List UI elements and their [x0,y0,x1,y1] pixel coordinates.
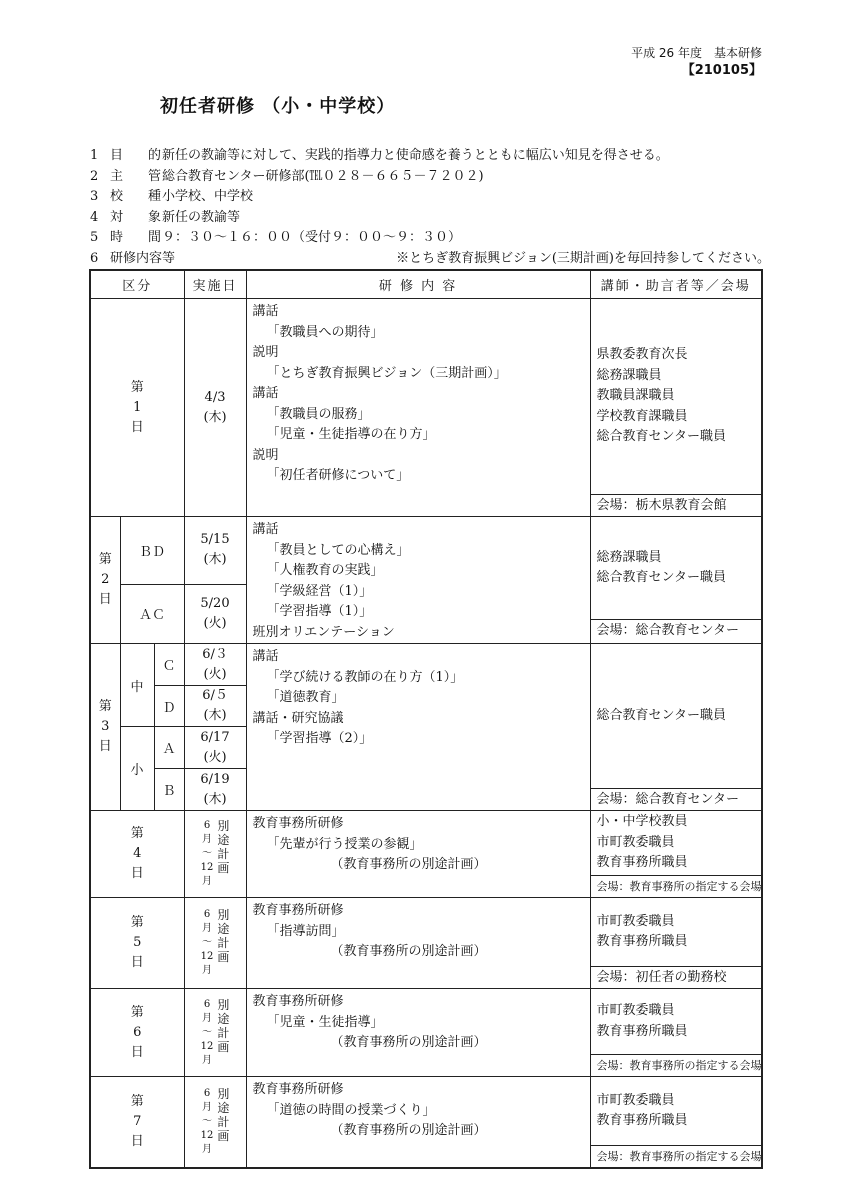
date-text: 6/３ [202,646,228,662]
date-char: ～ [202,1026,212,1038]
weekday-text: (木) [203,552,227,568]
weekday-text: (火) [203,666,227,682]
day3-date-d [184,686,246,727]
info-num: 2 [90,168,99,184]
day2-date-ac [184,584,246,643]
venue-text: 会場：教育事務所の指定する会場 [591,1054,762,1076]
instructor-item: 県教委教育次長 [596,347,688,363]
day7-instructors [590,1077,762,1169]
document-header [631,44,762,80]
instructor-item: 市町教委職員 [596,834,675,850]
day-label-char: 第 [130,1004,144,1020]
table-row-day1 [90,299,762,517]
table-row-day5 [90,898,762,989]
day-label-char: 日 [130,419,144,435]
date-char: 別 [217,908,230,922]
day-label-char: 6 [133,1024,142,1040]
date-text: 6/17 [200,729,230,745]
day1-label [90,299,184,517]
day2-date-bd [184,517,246,585]
day6-content [246,989,590,1077]
date-char: 途 [217,1011,230,1026]
day-label-char: 第 [130,826,144,841]
content-line: 「道徳の時間の授業づくり」 [266,1102,436,1118]
day5-label [90,898,184,989]
day-label-char: 第 [98,552,112,567]
content-line: 「人権教育の実践」 [266,563,384,578]
instructor-item: 小・中学校教員 [596,814,688,829]
day3-group-b: Ｂ [154,769,184,811]
day-label-char: 2 [101,572,110,587]
day1-date [184,299,246,517]
instructor-item: 総合教育センター職員 [596,570,726,585]
date-char: 計 [217,936,230,950]
date-char: 月 [202,1012,212,1024]
day-label-char: 日 [130,1134,144,1149]
content-line: 班別オリエンテーション [252,624,395,640]
day-label-char: 3 [101,719,110,734]
content-line: 教育事務所研修 [252,816,344,831]
header-date: 実施日 [184,270,246,299]
info-num: 4 [90,209,99,225]
content-line: （教育事務所の別途計画） [330,857,487,872]
venue-text: 会場：初任者の勤務校 [591,966,762,988]
day3-instructors [590,644,762,811]
info-row-purpose [90,146,770,167]
date-text: 6/５ [202,688,228,703]
day3-label [90,644,120,811]
day4-instructors [590,811,762,898]
info-num: 3 [90,189,99,204]
weekday-text: (木) [203,409,227,425]
page-title: 初任者研修 （小・中学校） [160,96,396,117]
date-char: 別 [217,997,230,1012]
content-line: 講話・研究協議 [252,710,344,726]
day2-instructors [590,517,762,644]
instructor-item: 教育事務所職員 [596,934,688,949]
instructor-item: 教育事務所職員 [596,1023,688,1039]
day7-content [246,1077,590,1169]
date-char: 12 [200,1130,214,1141]
date-char: 途 [217,922,230,936]
table-row-day7 [90,1077,762,1169]
date-char: 画 [217,1129,230,1143]
day2-group-ac: ＡＣ [120,584,184,643]
day3-content [246,644,590,811]
date-char: 計 [217,1115,230,1129]
day-label-char: 日 [130,1044,144,1060]
instructor-item: 総務課職員 [596,367,662,383]
day1-instructors [590,299,762,517]
date-char: 途 [217,1101,230,1115]
day3-group-d: Ｄ [154,686,184,727]
date-char: 画 [217,950,230,964]
day-label-char: 日 [130,955,144,970]
instructor-item: 学校教育課職員 [596,408,688,424]
info-num: 5 [90,230,99,245]
content-line: 教育事務所研修 [252,1082,344,1097]
day5-date [184,898,246,989]
day-label-char: 第 [98,699,112,714]
date-char: ～ [202,848,212,859]
date-char: 12 [200,862,214,873]
table-row-day6 [90,989,762,1077]
content-line: （教育事務所の別途計画） [330,944,487,959]
day2-label [90,517,120,644]
content-line: 講話 [252,386,279,401]
header-content: 研 修 内 容 [246,270,590,299]
info-label: 研修内容等 [110,250,176,266]
info-row-school-type [90,187,770,208]
content-line: 講話 [252,522,279,537]
table-row-day3-c [90,644,762,686]
info-text: 小学校、中学校 [162,189,254,204]
day6-date [184,989,246,1077]
content-line: 「学級経営（1）」 [266,583,373,599]
info-row-management [90,167,770,188]
weekday-text: (火) [203,749,227,765]
content-line: 教育事務所研修 [252,903,344,918]
instructor-item: 総合教育センター職員 [596,429,726,445]
day-label-char: 第 [130,379,144,395]
date-char: 計 [217,1025,230,1040]
date-char: ～ [202,1116,212,1127]
content-line: 「教員としての心構え」 [266,542,410,558]
info-row-target [90,208,770,229]
info-label: 校 種 [110,189,168,204]
day-label-char: 日 [130,866,144,881]
date-char: 月 [202,834,212,845]
day5-content [246,898,590,989]
day3-date-b [184,769,246,811]
date-text: 5/15 [200,532,230,548]
day7-label [90,1077,184,1169]
day3-date-c [184,644,246,686]
day-label-char: 日 [98,739,112,754]
date-char: 月 [202,1144,212,1155]
day-label-char: 4 [133,846,142,861]
content-line: 「児童・生徒指導」 [266,1014,384,1030]
weekday-text: (火) [203,615,227,631]
day-label-char: 5 [133,935,142,950]
info-text: ９：３０～１６：００（受付９：００～９：３０） [162,230,462,245]
info-label: 時 間 [110,230,168,245]
content-line: 「先輩が行う授業の参観」 [266,836,423,852]
content-line: 「教職員への期待」 [266,324,384,340]
instructor-item: 市町教委職員 [596,1003,675,1018]
venue-text: 会場：教育事務所の指定する会場 [591,875,762,897]
content-line: 「初任者研修について」 [266,468,410,483]
venue-text: 会場：総合教育センター [591,619,762,641]
date-char: 6 [203,909,211,920]
date-char: 別 [217,819,230,833]
day3-school-elementary: 小 [120,727,154,811]
day4-label [90,811,184,898]
info-num: 6 [90,250,99,266]
weekday-text: (木) [203,791,227,807]
instructor-item: 教育事務所職員 [596,855,688,870]
content-line: 講話 [252,649,279,664]
day6-label [90,989,184,1077]
instructor-item: 市町教委職員 [596,1092,675,1108]
header-instructor: 講師・助言者等／会場 [590,270,762,299]
day-label-char: 1 [133,399,142,415]
content-line: （教育事務所の別途計画） [330,1035,487,1050]
day1-content [246,299,590,517]
info-label: 主 管 [110,168,168,184]
content-line: 講話 [252,304,279,319]
date-char: 画 [217,1039,230,1054]
course-code: 【210105】 [681,63,762,78]
date-char: 月 [202,1054,212,1066]
content-line: 「とちぎ教育振興ビジョン（三期計画）」 [266,365,507,381]
day7-date [184,1077,246,1169]
content-line: 「学び続ける教師の在り方（1）」 [266,669,464,685]
day-label-char: 第 [130,915,144,930]
course-info [90,146,770,269]
instructor-item: 教育事務所職員 [596,1113,688,1128]
date-text: 6/19 [200,771,230,787]
day2-group-bd: ＢＤ [120,517,184,585]
instructor-item: 教職員課職員 [596,388,675,404]
venue-text: 会場：総合教育センター [591,788,762,810]
day4-content [246,811,590,898]
date-char: 月 [202,876,212,887]
date-char: 6 [203,820,211,831]
content-line: （教育事務所の別途計画） [330,1123,487,1138]
date-text: 5/20 [200,595,230,611]
date-char: 月 [202,1102,212,1113]
date-char: 6 [203,1088,211,1099]
date-char: 12 [200,951,214,962]
content-line: 「指導訪問」 [266,923,345,939]
instructor-item: 総務課職員 [596,549,662,565]
content-line: 「教職員の服務」 [266,406,371,422]
date-char: ～ [202,937,212,948]
date-char: 月 [202,923,212,934]
venue-text: 会場：教育事務所の指定する会場 [591,1145,762,1167]
info-text: 新任の教諭等 [162,209,241,225]
table-header-row [90,270,762,299]
table-row-day2-bd [90,517,762,585]
info-text: 新任の教諭等に対して、実践的指導力と使命感を養うとともに幅広い知見を得させる。 [162,148,669,163]
content-line: 「学習指導（2）」 [266,731,373,746]
day3-group-a: Ａ [154,727,184,769]
date-char: 計 [217,847,230,861]
date-char: 別 [217,1087,230,1101]
info-label: 対 象 [110,209,168,225]
content-line: 説明 [252,345,279,360]
day6-instructors [590,989,762,1077]
day2-content [246,517,590,644]
date-char: 月 [202,965,212,976]
header-kubun: 区分 [90,270,184,299]
date-char: 6 [203,998,211,1010]
info-row-time [90,228,770,249]
instructor-item: 市町教委職員 [596,913,675,929]
content-line: 教育事務所研修 [252,994,344,1009]
fiscal-year-label: 平成 26 年度 基本研修 [631,46,762,60]
venue-text: 会場：栃木県教育会館 [591,494,762,516]
day3-date-a [184,727,246,769]
day5-instructors [590,898,762,989]
info-num: 1 [90,148,99,163]
date-char: 途 [217,833,230,847]
info-note: ※とちぎ教育振興ビジョン(三期計画)を毎回持参してください。 [396,250,770,266]
day-label-char: 7 [133,1114,142,1129]
date-text: 4/3 [204,389,226,405]
table-row-day4 [90,811,762,898]
content-line: 「道徳教育」 [266,690,345,705]
content-line: 説明 [252,447,279,463]
day-label-char: 第 [130,1094,144,1109]
day4-date [184,811,246,898]
day3-group-c: Ｃ [154,644,184,686]
info-text: 総合教育センター研修部(℡０２８－６６５－７２０２) [162,168,484,184]
info-row-content [90,249,770,270]
instructor-item: 総合教育センター職員 [596,707,726,723]
content-line: 「学習指導（1）」 [266,604,373,619]
schedule-table [89,269,763,1169]
content-line: 「児童・生徒指導の在り方」 [266,427,436,442]
day-label-char: 日 [98,592,112,607]
weekday-text: (木) [203,708,227,723]
date-char: 画 [217,861,230,875]
day3-school-middle: 中 [120,644,154,727]
date-char: 12 [200,1040,214,1052]
info-label: 目 的 [110,148,168,163]
